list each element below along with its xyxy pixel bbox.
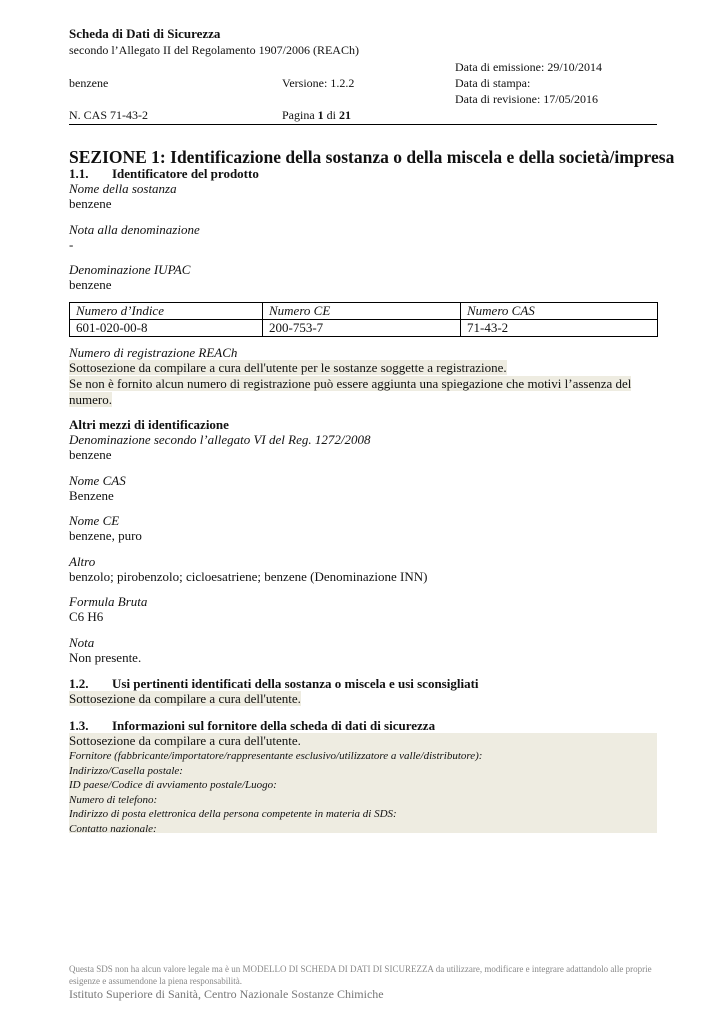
substance-name-label: Nome della sostanza [69, 181, 177, 196]
document-title: Scheda di Dati di Sicurezza [69, 26, 221, 41]
phone-field: Numero di telefono: [69, 793, 158, 806]
name-note-label: Nota alla denominazione [69, 222, 200, 237]
print-date: Data di stampa: [455, 76, 531, 90]
uses-placeholder: Sottosezione da compilare a cura dell'utente. [69, 691, 301, 706]
supplier-field: Fornitore (fabbricante/importatore/rappresentante esclusivo/utilizzatore a valle/distributore): [69, 750, 483, 762]
cas-number-header: N. CAS 71-43-2 [69, 108, 149, 122]
page-mid: di [323, 108, 340, 122]
formula-label: Formula Bruta [69, 594, 148, 609]
table-cell: 200-753-7 [263, 320, 461, 337]
page-total: 21 [339, 108, 352, 122]
ce-name-value: benzene, puro [69, 528, 142, 543]
country-postal-field: ID paese/Codice di avviamento postale/Luogo: [69, 779, 277, 791]
table-row [70, 320, 658, 337]
subsection-number: 1.2. [69, 676, 89, 691]
table-cell: 601-020-00-8 [70, 320, 263, 337]
annex-value: benzene [69, 447, 112, 462]
note-value: Non presente. [69, 650, 142, 665]
page-number: 1 [317, 108, 324, 122]
reach-label: Numero di registrazione REACh [69, 345, 238, 360]
table-header-row [70, 303, 658, 320]
footer-disclaimer: Questa SDS non ha alcun valore legale ma è un MODELLO DI SCHEDA DI DATI DI SICUREZZA da utilizzare, modificare e integrare adattandolo alle proprie esigenze e assumendone la piena responsabilità. [69, 964, 652, 986]
formula-value: C6 H6 [69, 609, 104, 624]
annex-label: Denominazione secondo l’allegato VI del Reg. 1272/2008 [69, 432, 371, 447]
email-field: Indirizzo di posta elettronica della persona competente in materia di SDS: [69, 808, 397, 820]
other-names-value: benzolo; pirobenzolo; cicloesatriene; benzene (Denominazione INN) [69, 569, 428, 584]
cas-name-label: Nome CAS [69, 473, 126, 488]
footer-institute: Istituto Superiore di Sanità, Centro Nazionale Sostanze Chimiche [69, 987, 384, 1001]
other-identifiers-title: Altri mezzi di identificazione [69, 417, 229, 432]
subsection-1-1 [69, 166, 259, 182]
reach-text [69, 360, 631, 408]
reach-line-2: Se non è fornito alcun numero di registrazione può essere aggiunta una spiegazione che motivi l’assenza del [69, 376, 632, 391]
uses-text [69, 691, 301, 707]
note-label: Nota [69, 635, 95, 650]
substance-name-header: benzene [69, 76, 109, 90]
subsection-title: Identificatore del prodotto [112, 166, 259, 181]
iupac-value: benzene [69, 277, 112, 292]
page-indicator [282, 108, 351, 123]
reach-line-1: Sottosezione da compilare a cura dell'utente per le sostanze soggette a registrazione. [69, 360, 507, 375]
supplier-placeholder: Sottosezione da compilare a cura dell'utente. [69, 733, 301, 748]
table-header-cell: Numero CAS [461, 303, 658, 320]
document-subtitle: secondo l’Allegato II del Regolamento 1907/2006 (REACh) [69, 43, 359, 57]
emission-date: Data di emissione: 29/10/2014 [455, 60, 602, 74]
subsection-title: Usi pertinenti identificati della sostanza o miscela e usi sconsigliati [112, 676, 479, 691]
ce-name-label: Nome CE [69, 513, 120, 528]
other-names-label: Altro [69, 554, 96, 569]
subsection-number: 1.1. [69, 166, 89, 181]
address-field: Indirizzo/Casella postale: [69, 764, 183, 777]
header-divider [69, 124, 657, 125]
name-note-value: - [69, 237, 74, 252]
table-header-cell: Numero CE [263, 303, 461, 320]
reach-line-3: numero. [69, 392, 112, 407]
revision-date: Data di revisione: 17/05/2016 [455, 92, 598, 106]
supplier-info-box [69, 733, 657, 833]
table-cell: 71-43-2 [461, 320, 658, 337]
subsection-1-3 [69, 718, 435, 734]
national-contact-field: Contatto nazionale: [69, 822, 157, 835]
subsection-1-2 [69, 676, 479, 692]
cas-name-value: Benzene [69, 488, 114, 503]
version-label: Versione: 1.2.2 [282, 76, 355, 90]
section-title: SEZIONE 1: Identificazione della sostanza o della miscela e della società/impresa [69, 147, 675, 167]
table-header-cell: Numero d’Indice [70, 303, 263, 320]
substance-name-value: benzene [69, 196, 112, 211]
subsection-number: 1.3. [69, 718, 89, 733]
page-prefix: Pagina [282, 108, 318, 122]
iupac-label: Denominazione IUPAC [69, 262, 191, 277]
identifiers-table [69, 302, 658, 337]
subsection-title: Informazioni sul fornitore della scheda di dati di sicurezza [112, 718, 436, 733]
